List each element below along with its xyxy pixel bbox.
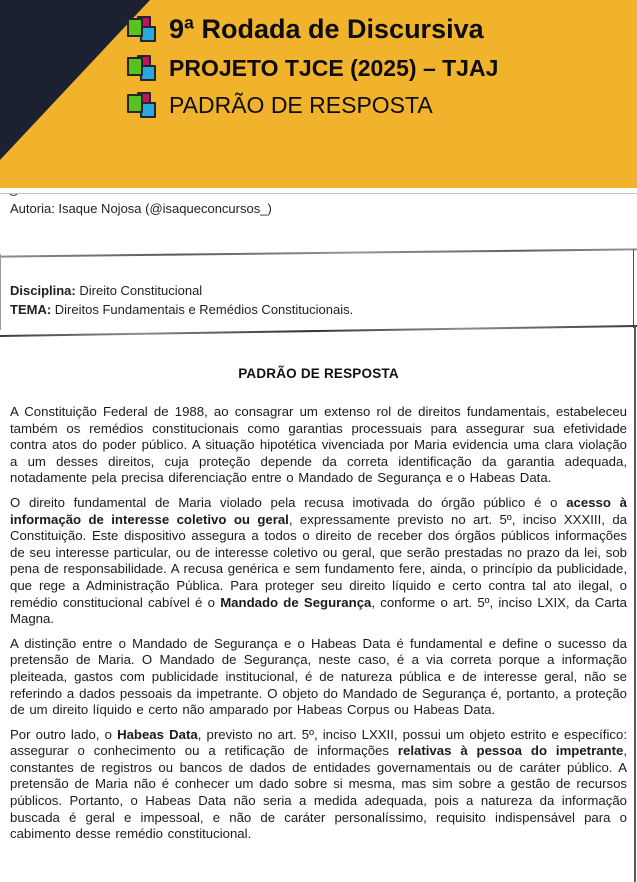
- answer-paragraph: A distinção entre o Mandado de Segurança e o Habeas Data é fundamental e define o sucesso da pretensão de Maria. O Mandado de Segurança, neste caso, é a via correta porque a informação pleiteada, gastos com publicidade institucional, é de natureza pública e de interesse geral, não se referindo a dados pessoais da impetrante. O objeto do Mandado de Segurança é, portanto, a proteção de um direito líquido e certo não amparado por Habeas Corpus ou Habeas Data.: [10, 635, 627, 718]
- answer-paragraph: O direito fundamental de Maria violado pela recusa imotivada do órgão público é o acesso à informação de interesse coletivo ou geral, expressamente previsto no art. 5º, inciso XXXIII, da Constituição. Este dispositivo assegura a todos o direito de receber dos órgãos públicos informações de seu interesse particular, ou de interesse coletivo ou geral, que serão prestadas no prazo da lei, sob pena de responsabilidade. A recusa genérica e sem fundamento fere, ainda, o princípio da publicidade, que rege a Administração Pública. Para proteger seu direito líquido e certo contra tal ato ilegal, o remédio constitucional cabível é o Mandado de Segurança, conforme o art. 5º, inciso LXIX, da Carta Magna.: [10, 494, 627, 627]
- author-line: Autoria: Isaque Nojosa (@isaqueconcursos_): [10, 201, 272, 216]
- answer-paragraph: A Constituição Federal de 1988, ao consagrar um extenso rol de direitos fundamentais, estabeleceu também os remédios constitucionais como garantias processuais para assegurar sua efetividade contra atos do poder público. A situação hipotética vivenciada por Maria evidencia uma clara violação a um desses direitos, cuja proteção depende da correta identificação da garantia adequada, notadamente pela precisa diferenciação entre o Mandado de Segurança e o Habeas Data.: [10, 404, 627, 486]
- header-row-subtitle2: [127, 92, 433, 119]
- header-title: 9ª Rodada de Discursiva: [169, 14, 484, 44]
- discipline-box-left-border: [0, 254, 1, 330]
- response-heading: PADRÃO DE RESPOSTA: [238, 366, 399, 381]
- discipline-box-right-border: [633, 249, 634, 328]
- answer-paragraph: Por outro lado, o Habeas Data, previsto no art. 5º, inciso LXXII, possui um objeto estrito e específico: assegurar o conhecimento ou a retificação de informações relativas à pessoa do impetrante, constantes de registros ou bancos de dados de entidades governamentais ou de caráter público. A pretensão de Maria não é conhecer um dado sobre si mesma, mas sim sobre a gestão de recursos públicos. Portanto, o Habeas Data não seria a medida adequada, pois a natureza da informação buscada é geral e impessoal, e não de caráter personalíssimo, requisito indispensável para o cabimento desse remédio constitucional.: [10, 726, 627, 842]
- header-subtitle2: PADRÃO DE RESPOSTA: [169, 92, 433, 118]
- discipline-line: Disciplina: Direito Constitucional: [10, 283, 203, 298]
- divider-line-2: [0, 325, 637, 337]
- theme-line: TEMA: Direitos Fundamentais e Remédios Constitucionais.: [10, 302, 354, 317]
- top-rule: [0, 193, 637, 194]
- cropped-text-artifact: [8, 185, 19, 196]
- book-green-icon: [127, 57, 143, 76]
- header-row-title: [127, 14, 484, 45]
- book-green-icon: [127, 18, 143, 37]
- book-green-icon: [127, 94, 143, 113]
- header-banner: [0, 0, 637, 188]
- header-subtitle: PROJETO TJCE (2025) – TJAJ: [169, 55, 499, 81]
- header-row-subtitle: [127, 55, 498, 82]
- discipline-section: [10, 281, 353, 319]
- books-icon: [127, 55, 158, 82]
- books-icon: [127, 92, 158, 119]
- divider-line-1: [0, 248, 637, 257]
- books-icon: [127, 16, 158, 43]
- body-panel-right-border: [634, 326, 636, 882]
- answer-body: [10, 404, 627, 851]
